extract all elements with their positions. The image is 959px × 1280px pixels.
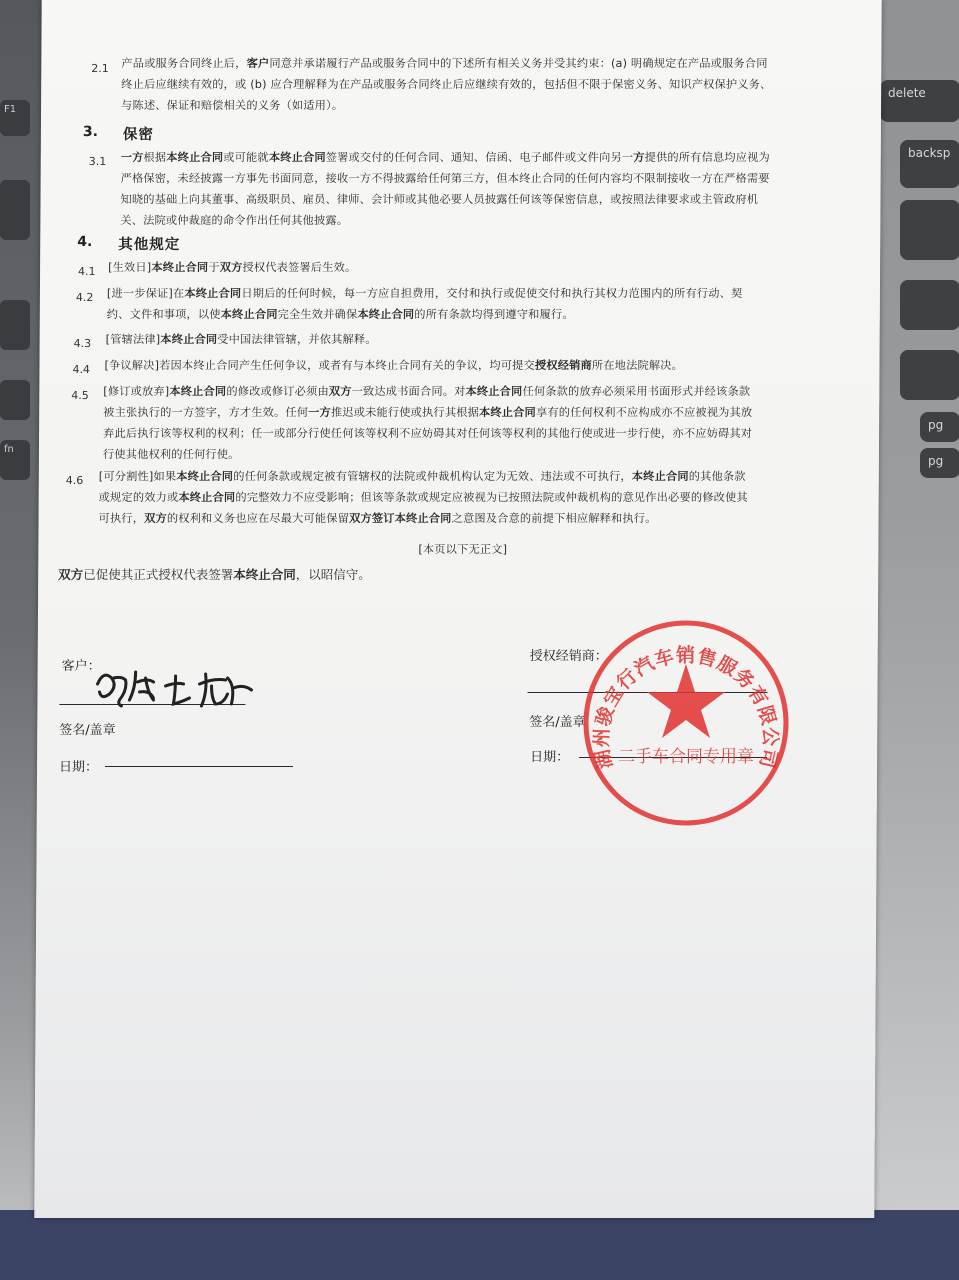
customer-handwritten-signature bbox=[87, 656, 287, 716]
clause-4-1: [生效日]本终止合同于双方授权代表签署后生效。 bbox=[108, 261, 357, 274]
keyboard-key bbox=[900, 280, 959, 330]
customer-sign-stamp-label: 签名/盖章 bbox=[59, 723, 116, 738]
clause-4-5: [修订或放弃]本终止合同的修改或修订必须由双方一致达成书面合同。对本终止合同任何条款的放弃必须采用书面形式并经该条款 被主张执行的一方签字，方才生效。任何一方推迟或未能行使或执行其根据本终止合同享有的任何权利不应构成亦不应被视为其放 弃此后执行该等权利的权利；任一或部分行使任何该等权利不应妨碍其对任何该等权利的其他行使或进一步行使，亦不应妨碍其对 行使其他权利的任何行使。 bbox=[102, 385, 753, 461]
f1-key bbox=[0, 100, 30, 136]
company-seal-stamp bbox=[575, 612, 797, 834]
seal-inner-text: 二手车合同专用章 bbox=[618, 747, 754, 767]
clause-3-1: 一方根据本终止合同或可能就本终止合同签署或交付的任何合同、通知、信函、电子邮件或文件向另一方提供的所有信息均应视为 严格保密，未经披露一方事先书面同意，接收一方不得披露给任何第三方，但本终止合同的任何内容均不限制接收一方在严格需要 知晓的基础上向其董事、高级职员、雇员、律师、会计师或其他必要人员披露任何该等保密信息，或按照法律要求或主管政府机 关、法院或仲裁庭的命令作出任何其他披露。 bbox=[120, 151, 770, 227]
fn-key bbox=[0, 440, 30, 480]
seal-star-icon bbox=[647, 664, 725, 738]
fn-key-label: fn bbox=[4, 444, 14, 455]
clause-number: 4.5 bbox=[71, 389, 89, 402]
clause-number: 4.6 bbox=[65, 474, 84, 487]
keyboard-key bbox=[0, 300, 30, 350]
section-title: 其他规定 bbox=[118, 237, 181, 253]
keyboard-key bbox=[900, 200, 959, 260]
dealer-sign-stamp-label: 签名/盖章 bbox=[529, 715, 586, 730]
pg-key-label: pg bbox=[928, 418, 944, 432]
pg-key bbox=[920, 448, 959, 478]
clause-4-6: [可分割性]如果本终止合同的任何条款或规定被有管辖权的法院或仲裁机构认定为无效、违法或不可执行，本终止合同的其他条款 或规定的效力或本终止合同的完整效力不应受影响；但该等条款或规定应被视为已按照法院或仲裁机构的意见作出必要的修改使其 可执行，双方的权利和义务也应在尽最大可能保留双方签订本终止合同之意图及合意的前提下相应解释和执行。 bbox=[98, 470, 748, 525]
delete-key-label: delete bbox=[888, 86, 926, 100]
clause-number: 2.1 bbox=[91, 62, 109, 75]
keyboard-key bbox=[900, 350, 959, 400]
clause-number: 4.4 bbox=[72, 363, 91, 376]
customer-label: 客户： bbox=[61, 659, 101, 674]
clause-number: 3.1 bbox=[88, 155, 107, 168]
clause-4-3: [管辖法律]本终止合同受中国法律管辖，并依其解释。 bbox=[105, 333, 377, 346]
clause-number: 4.2 bbox=[75, 291, 94, 304]
delete-key bbox=[880, 80, 959, 122]
section-number: 3. bbox=[82, 124, 99, 140]
backspace-key bbox=[900, 140, 959, 188]
section-number: 4. bbox=[77, 234, 93, 250]
contract-page bbox=[34, 0, 881, 1218]
clause-2-1: 产品或服务合同终止后，客户同意并承诺履行产品或服务合同中的下述所有相关义务并受其约束：(a) 明确规定在产品或服务合同 终止后应继续有效的，或 (b) 应合理解释为在产品或服务合同终止后应继续有效的，包括但不限于保密义务、知识产权保护义务、 与陈述、保证和赔偿相关的义务（如适用）。 bbox=[121, 57, 772, 112]
background-fabric bbox=[0, 1210, 959, 1280]
clause-number: 4.1 bbox=[78, 265, 96, 278]
keyboard-key bbox=[0, 180, 30, 240]
f1-key-label: F1 bbox=[4, 104, 17, 115]
section-title: 保密 bbox=[122, 127, 154, 143]
dealer-date-label: 日期： bbox=[530, 750, 570, 765]
witness-statement: 双方已促使其正式授权代表签署本终止合同，以昭信守。 bbox=[58, 567, 371, 582]
backspace-key-label: backsp bbox=[908, 146, 951, 160]
clause-4-2: [进一步保证]在本终止合同日期后的任何时候，每一方应自担费用，交付和执行或促使交付和执行其权力范围内的所有行动、契 约、文件和事项，以使本终止合同完全生效并确保本终止合同的所有条款均得到遵守和履行。 bbox=[106, 287, 743, 321]
pg-key-label: pg bbox=[928, 454, 944, 468]
clause-4-4: [争议解决]若因本终止合同产生任何争议，或者有与本终止合同有关的争议，均可提交授权经销商所在地法院解决。 bbox=[104, 359, 684, 372]
pg-key bbox=[920, 412, 959, 442]
end-of-text-note: [本页以下无正文] bbox=[418, 543, 508, 556]
authorized-dealer-label: 授权经销商： bbox=[529, 649, 608, 664]
clause-number: 4.3 bbox=[73, 337, 92, 350]
seal-outer-text: 湖州骏宝行汽车销售服务有限公司 bbox=[590, 644, 782, 771]
customer-date-line bbox=[105, 766, 293, 767]
customer-date-label: 日期： bbox=[58, 760, 99, 775]
keyboard-key bbox=[0, 380, 30, 420]
